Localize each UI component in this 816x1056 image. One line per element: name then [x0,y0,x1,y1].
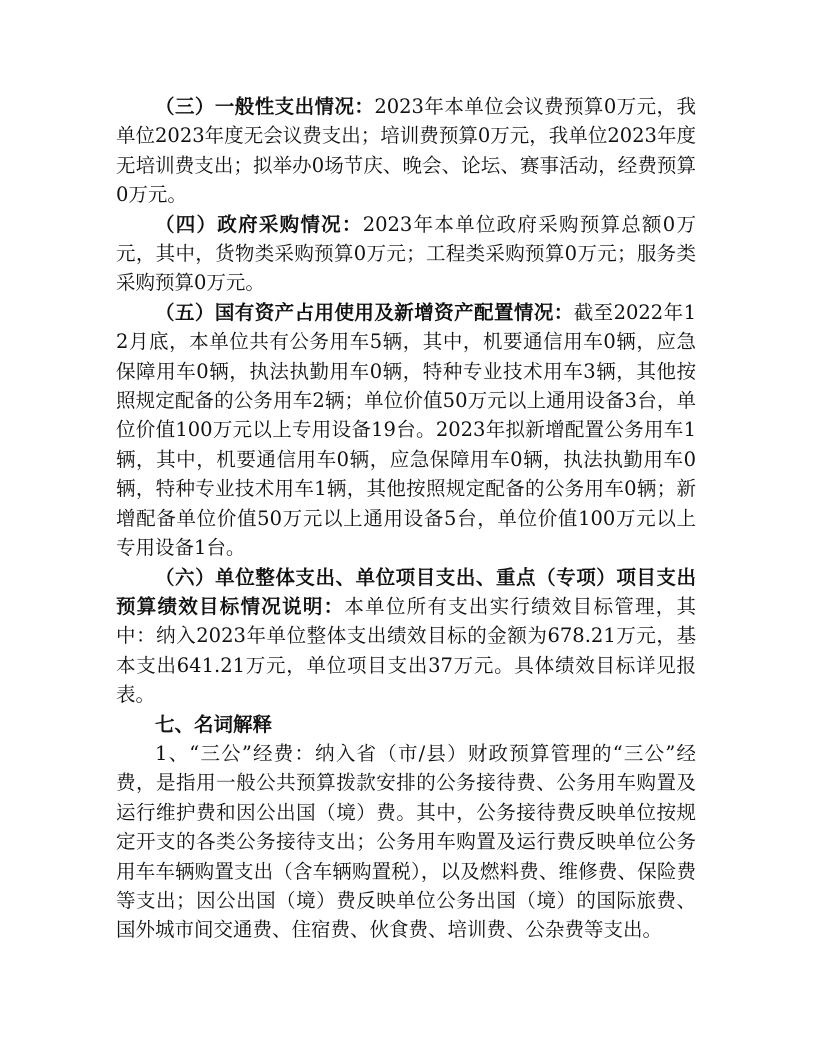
section-heading: （六）单位整体支出、单位项目支出、重点（专项）项目支出预算绩效目标情况说明： [116,565,696,618]
section-body: 2023年本单位政府采购预算总额0万元，其中，货物类采购预算0万元；工程类采购预算0万元；服务类采购预算0万元。 [116,212,696,295]
section-heading: （三）一般性支出情况： [155,95,375,118]
section-heading: （四）政府采购情况： [155,212,363,236]
document-page [116,92,696,945]
glossary-item-three-public-expenses: 1、“三公”经费：纳入省（市/县）财政预算管理的“三公”经费，是指用一般公共预算拨款安排的公务接待费、公务用车购置及运行维护费和因公出国（境）费。其中，公务接待费反映单位按规定开支的各类公务接待支出；公务用车购置及运行费反映单位公务用车车辆购置支出（含车辆购置税），以及燃料费、维修费、保险费等支出；因公出国（境）费反映单位公务出国（境）的国际旅费、国外城市间交通费、住宿费、伙食费、培训费、公杂费等支出。 [116,741,696,942]
glossary-title: 七、名词解释 [155,712,273,736]
section-government-procurement [116,210,696,298]
section-performance-targets [116,563,696,710]
section-body: 2023年本单位会议费预算0万元，我单位2023年度无会议费支出；培训费预算0万元，我单位2023年度无培训费支出；拟举办0场节庆、晚会、论坛、赛事活动，经费预算0万元。 [116,95,696,207]
section-state-assets [116,298,696,563]
section-body: 截至2022年12月底，本单位共有公务用车5辆，其中，机要通信用车0辆，应急保障用车0辆，执法执勤用车0辆，特种专业技术用车3辆，其他按照规定配备的公务用车2辆；单位价值50万元以上通用设备3台，单位价值100万元以上专用设备19台。2023年拟新增配置公务用车1辆，其中，机要通信用车0辆，应急保障用车0辆，执法执勤用车0辆，特种专业技术用车1辆，其他按照规定配备的公务用车0辆；新增配备单位价值50万元以上通用设备5台，单位价值100万元以上专用设备1台。 [116,300,696,560]
section-heading: （五）国有资产占用使用及新增资产配置情况： [155,300,574,324]
section-general-expenditure [116,92,696,210]
section-body: 本单位所有支出实行绩效目标管理，其中：纳入2023年单位整体支出绩效目标的金额为678.21万元，基本支出641.21万元，单位项目支出37万元。具体绩效目标详见报表。 [116,594,696,707]
